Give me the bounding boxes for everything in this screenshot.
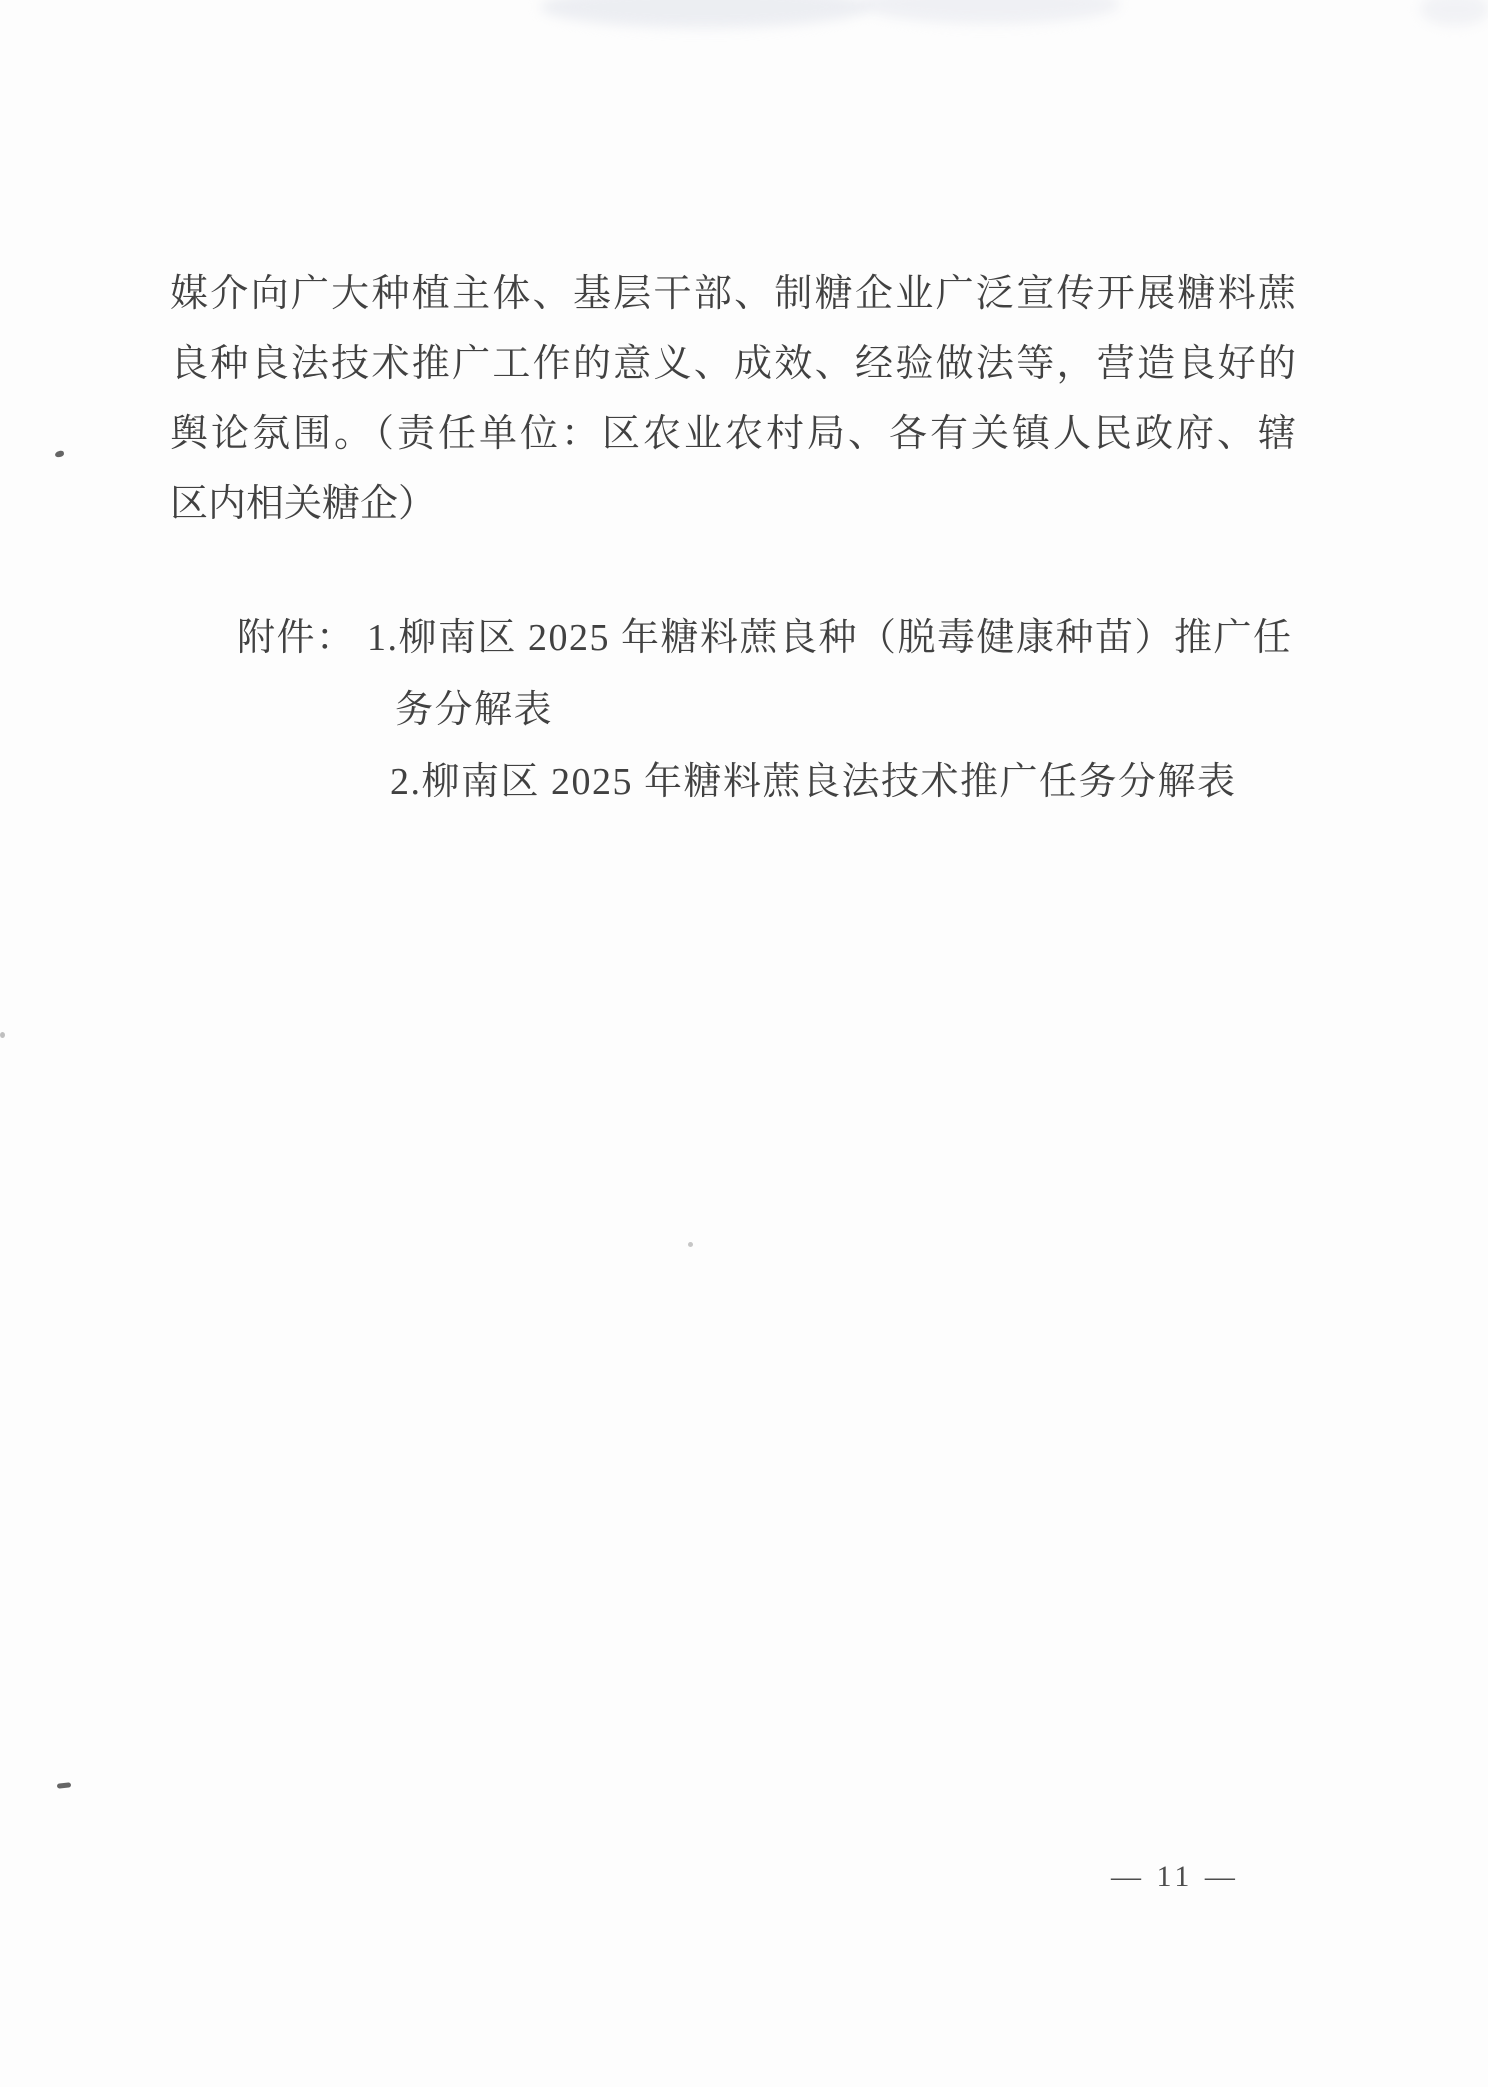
attachment-item-2: 2.柳南区 2025 年糖料蔗良法技术推广任务分解表: [390, 761, 1237, 803]
body-paragraph-line-3: 舆论氛围。（责任单位：区农业农村局、各有关镇人民政府、辖: [170, 413, 1296, 455]
attachment-item-1-line-1: 1.柳南区 2025 年糖料蔗良种（脱毒健康种苗）推广任: [367, 617, 1293, 659]
scan-smudge-top-right: [860, 0, 1120, 24]
margin-speck: [0, 1032, 5, 1038]
scan-smudge-top-left: [540, 0, 870, 28]
body-paragraph: [170, 259, 1296, 539]
margin-ink-dot: [54, 450, 64, 458]
paper-speck: [688, 1242, 693, 1247]
body-paragraph-line-4: 区内相关糖企）: [170, 483, 437, 525]
attachment-label: 附件：: [237, 617, 356, 659]
attachment-item-1-line-2: 务分解表: [395, 689, 554, 731]
page-number: — 11 —: [1111, 1860, 1239, 1893]
body-paragraph-line-1: 媒介向广大种植主体、基层干部、制糖企业广泛宣传开展糖料蔗: [170, 273, 1296, 315]
body-paragraph-line-2: 良种良法技术推广工作的意义、成效、经验做法等，营造良好的: [170, 343, 1296, 385]
margin-ink-dash: [57, 1782, 71, 1788]
scan-smudge-top-corner: [1420, 0, 1488, 26]
